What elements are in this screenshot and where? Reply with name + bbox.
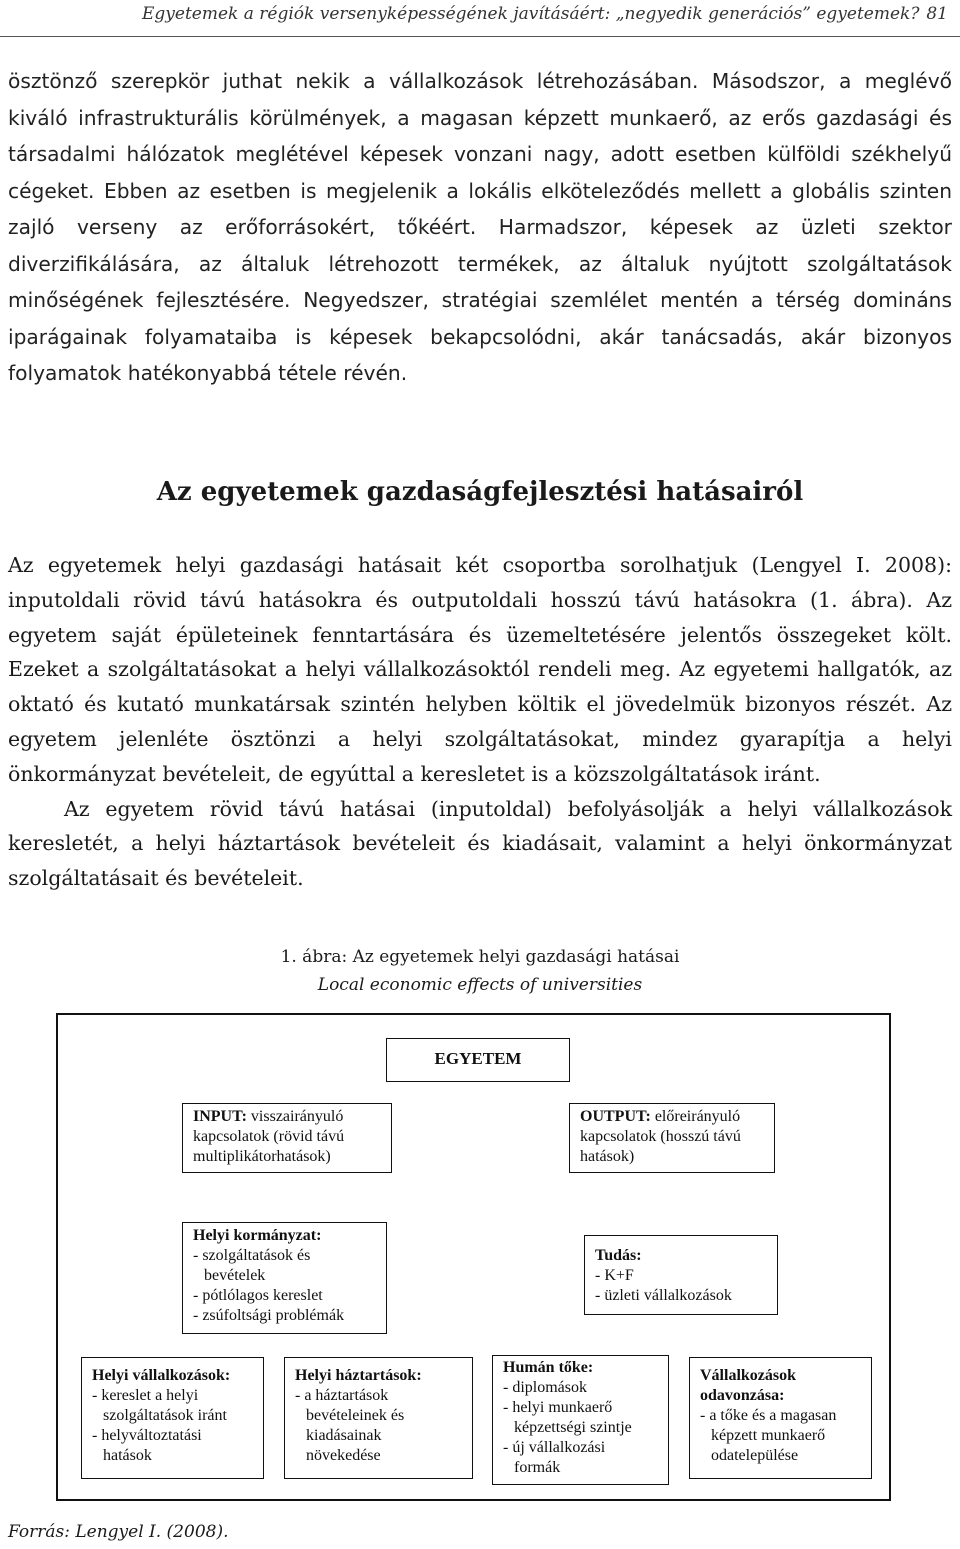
box-helyi-vallalkozasok-line-4: hatások (103, 1447, 152, 1464)
box-helyi-haztartasok-line-4: növekedése (306, 1447, 381, 1464)
box-output-line-1: előreirányuló (650, 1108, 741, 1125)
box-odavonzas-head-2: odavonzása: (700, 1387, 785, 1404)
box-helyi-vallalkozasok-line-3: - helyváltoztatási (92, 1427, 202, 1444)
box-output-line-3: hatások) (580, 1148, 635, 1165)
box-helyi-haztartasok-line-2: bevételeinek és (306, 1407, 405, 1424)
box-tudas-head: Tudás: (595, 1247, 642, 1264)
box-helyi-haztartasok-line-1: - a háztartások (295, 1387, 389, 1404)
figure-caption-hu: 1. ábra: Az egyetemek helyi gazdasági hatásai (280, 947, 680, 967)
figure-source: Forrás: Lengyel I. (2008). (8, 1522, 229, 1542)
box-human-toke-line-1: - diplomások (503, 1379, 587, 1396)
box-helyi-vallalkozasok-line-1: - kereslet a helyi (92, 1387, 199, 1404)
box-human-toke-head: Humán tőke: (503, 1359, 594, 1376)
running-head (0, 0, 960, 37)
box-helyi-kormanyzat-line-1: - szolgáltatások és (193, 1247, 311, 1264)
box-odavonzas-head-1: Vállalkozások (700, 1367, 797, 1384)
box-helyi-kormanyzat-head: Helyi kormányzat: (193, 1227, 322, 1244)
box-egyetem: EGYETEM (386, 1038, 570, 1082)
box-helyi-kormanyzat-line-4: - zsúfoltsági problémák (193, 1307, 345, 1324)
figure-caption-en: Local economic effects of universities (317, 975, 643, 995)
box-input-line-2: kapcsolatok (rövid távú (193, 1128, 345, 1145)
box-tudas-line-2: - üzleti vállalkozások (595, 1287, 732, 1304)
box-input-line-3: multiplikátorhatások) (193, 1148, 331, 1165)
box-helyi-vallalkozasok-head: Helyi vállalkozások: (92, 1367, 231, 1384)
box-human-toke (492, 1355, 669, 1485)
section-paragraph-1: Az egyetemek helyi gazdasági hatásait két csoportba sorolhatjuk (Lengyel I. 2008): inputoldali rövid távú hatásokra és outputoldali hosszú távú hatásokra (1. ábra). Az egyetem saját épületeinek fenntartására és üzemeltetésére jelentős összegeket költ. Ezeket a szolgáltatásokat a helyi vállalkozásoktól rendeli meg. Az egyetemi hallgatók, az oktató és kutató munkatársak szintén helyben költik el jövedelmük bizonyos részét. Az egyetem jelenléte ösztönzi a helyi szolgáltatásokat, mindez gyarapítja a helyi önkormányzat bevételeit, de egyúttal a keresletet is a közszolgáltatások iránt. (8, 553, 952, 786)
box-helyi-kormanyzat (182, 1222, 387, 1334)
box-odavonzas-line-1: - a tőke és a magasan (700, 1407, 837, 1424)
figure-caption (0, 943, 960, 999)
box-helyi-kormanyzat-line-3: - pótlólagos kereslet (193, 1287, 323, 1304)
box-human-toke-line-5: formák (514, 1459, 561, 1476)
page-number: 81 (926, 4, 948, 24)
box-helyi-vallalkozasok-line-2: szolgáltatások iránt (103, 1407, 227, 1424)
box-helyi-vallalkozasok (81, 1357, 264, 1479)
box-human-toke-line-3: képzettségi szintje (514, 1419, 632, 1436)
section-title: Az egyetemek gazdaságfejlesztési hatásairól (156, 477, 804, 507)
box-helyi-haztartasok-head: Helyi háztartások: (295, 1367, 422, 1384)
box-output (569, 1103, 775, 1173)
figure-diagram (56, 1013, 891, 1501)
box-tudas (584, 1235, 778, 1315)
box-tudas-line-1: - K+F (595, 1267, 634, 1284)
box-input-line-1: visszairányuló (246, 1108, 344, 1125)
box-human-toke-line-2: - helyi munkaerő (503, 1399, 613, 1416)
box-odavonzas-line-3: odatelepülése (711, 1447, 799, 1464)
box-output-head: OUTPUT: (580, 1108, 651, 1125)
section-paragraph-2: Az egyetem rövid távú hatásai (inputoldal) befolyásolják a helyi vállalkozások keresletét, a helyi háztartások bevételeit és kiadásait, valamint a helyi önkormányzat szolgáltatásait és bevételeit. (8, 796, 952, 891)
box-helyi-haztartasok (284, 1357, 473, 1479)
box-input-head: INPUT: (193, 1108, 247, 1125)
box-human-toke-line-4: - új vállalkozási (503, 1439, 606, 1456)
box-input (182, 1103, 392, 1173)
box-vallalkozasok-odavonzasa (689, 1357, 872, 1479)
body-paragraph-intro: ösztönző szerepkör juthat nekik a vállalkozások létrehozásában. Másodszor, a meglévő kiváló infrastrukturális körülmények, a magasan képzett munkaerő, az erős gazdasági és társadalmi hálózatok meglétével képesek vonzani nagy, adott esetben külföldi székhelyű cégeket. Ebben az esetben is megjelenik a lokális elköteleződés mellett a globális szinten zajló verseny az erőforrásokért, tőkéért. Harmadszor, képesek az üzleti szektor diverzifikálására, az általuk létrehozott termékek, az általuk nyújtott szolgáltatások minőségének fejlesztésére. Negyedszer, stratégiai szemlélet mentén a térség domináns iparágainak folyamataiba is képesek bekapcsolódni, akár tanácsadás, akár bizonyos folyamatok hatékonyabbá tétele révén. (8, 69, 952, 385)
box-helyi-kormanyzat-line-2: bevételek (204, 1267, 266, 1284)
box-odavonzas-line-2: képzett munkaerő (711, 1427, 826, 1444)
box-helyi-haztartasok-line-3: kiadásainak (306, 1427, 382, 1444)
running-head-title: Egyetemek a régiók versenyképességének javításáért: „negyedik generációs” egyetemek? (142, 4, 920, 24)
box-output-line-2: kapcsolatok (hosszú távú (580, 1128, 741, 1145)
section-body (8, 548, 952, 896)
